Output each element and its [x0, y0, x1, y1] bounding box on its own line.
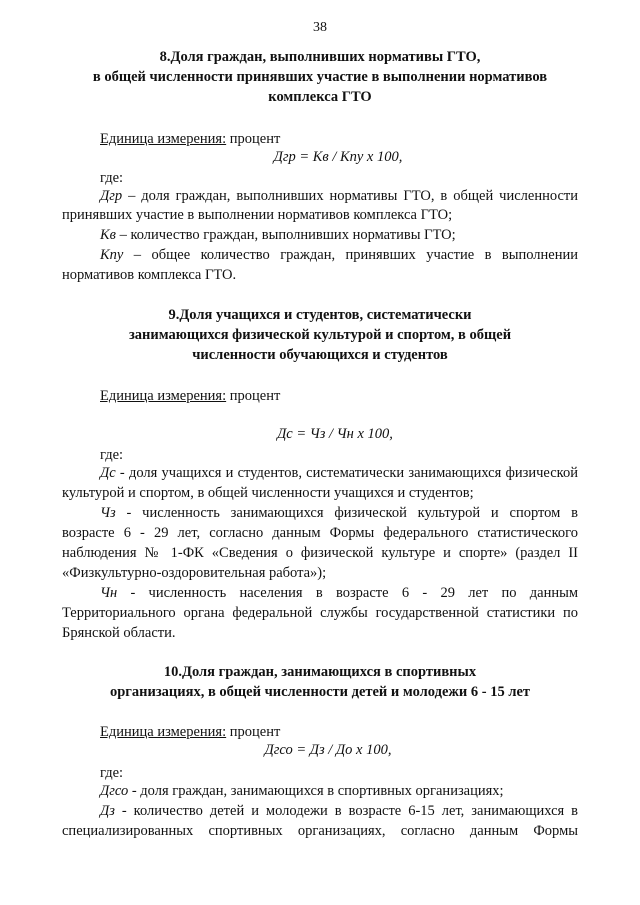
- section-10-unit: [100, 723, 280, 741]
- variable-symbol: Дз: [100, 803, 115, 819]
- definition-line: нормативов комплекса ГТО.: [62, 267, 237, 283]
- unit-value: процент: [229, 724, 281, 740]
- page-number: 38: [313, 20, 327, 35]
- where-label: где:: [100, 765, 124, 781]
- section-8-unit: [100, 130, 280, 148]
- section-9-unit: [100, 387, 280, 405]
- variable-symbol: Чз: [100, 505, 116, 521]
- section-9-title: 9.Доля учащихся и студентов, систематически занимающихся физической культурой и спортом, в общей численности обучающихся и студентов: [128, 307, 512, 363]
- definition-line: Кв – количество граждан, выполнивших нормативы ГТО;: [100, 227, 456, 243]
- definition-line: Кпу – общее количество граждан, принявших участие в выполнении: [100, 247, 578, 263]
- unit-value: процент: [229, 388, 281, 404]
- section-10-formula: Дгсо = Дз / До х 100,: [264, 742, 392, 758]
- unit-value: процент: [229, 131, 281, 147]
- section-8-title: 8.Доля граждан, выполнивших нормативы ГТО, в общей численности принявших участие в выполнении нормативов комплекса ГТО: [92, 49, 548, 105]
- unit-label: Единица измерения:: [100, 388, 227, 404]
- definition-line: «Физкультурно-оздоровительная работа»);: [62, 565, 327, 581]
- definition-line: Чн - численность населения в возрасте 6 - 29 лет по данным: [100, 585, 578, 601]
- definition-line: принявших участие в выполнении нормативов комплекса ГТО;: [62, 207, 453, 223]
- unit-label: Единица измерения:: [100, 131, 227, 147]
- variable-symbol: Кв: [100, 227, 116, 243]
- definition-line: наблюдения № 1-ФК «Сведения о физической культуре и спорте» (раздел II: [62, 545, 578, 561]
- where-label: где:: [100, 170, 124, 186]
- section-10-title: 10.Доля граждан, занимающихся в спортивных организациях, в общей численности детей и молодежи 6 - 15 лет: [109, 664, 531, 700]
- definition-line: Дгр – доля граждан, выполнивших нормативы ГТО, в общей численности: [100, 188, 578, 204]
- definition-line: Дз - количество детей и молодежи в возрасте 6-15 лет, занимающихся в: [100, 803, 578, 819]
- variable-symbol: Чн: [100, 585, 118, 601]
- where-label: где:: [100, 447, 124, 463]
- definition-line: культурой и спортом, в общей численности учащихся и студентов;: [62, 485, 474, 501]
- definition-line: Дгсо - доля граждан, занимающихся в спортивных организациях;: [100, 783, 504, 799]
- variable-symbol: Дгр: [100, 188, 123, 204]
- definition-line: специализированных спортивных организациях, согласно данным Формы: [62, 823, 578, 839]
- definition-line: Территориального органа федеральной службы государственной статистики по: [62, 605, 578, 621]
- definition-line: возрасте 6 - 29 лет, согласно данным Формы федерального статистического: [62, 525, 578, 541]
- section-8-formula: Дгр = Кв / Кпу х 100,: [273, 149, 403, 165]
- definition-line: Брянской области.: [62, 625, 176, 641]
- variable-symbol: Дс: [100, 465, 116, 481]
- definition-line: Чз - численность занимающихся физической культурой и спортом в: [100, 505, 578, 521]
- variable-symbol: Дгсо: [100, 783, 129, 799]
- section-9-formula: Дс = Чз / Чн х 100,: [277, 426, 393, 442]
- unit-label: Единица измерения:: [100, 724, 227, 740]
- variable-symbol: Кпу: [100, 247, 124, 263]
- definition-line: Дс - доля учащихся и студентов, систематически занимающихся физической: [100, 465, 578, 481]
